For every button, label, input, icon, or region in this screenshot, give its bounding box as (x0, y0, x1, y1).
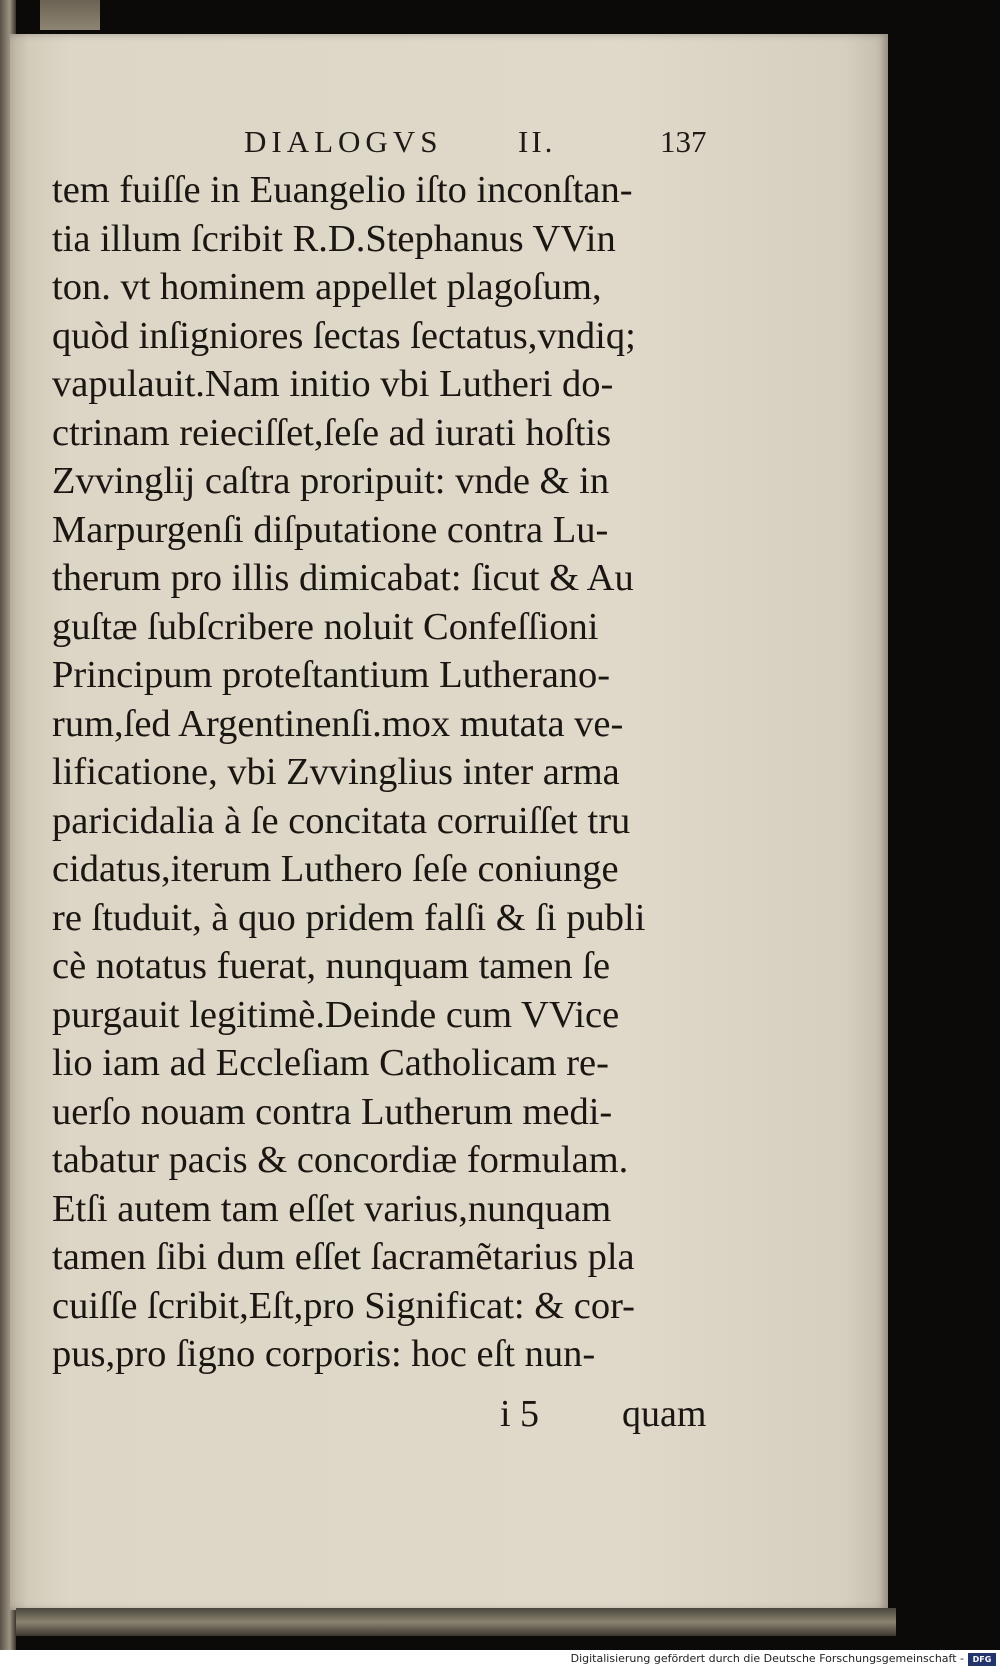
text-line: tabatur pacis & concordiæ formulam. (52, 1139, 629, 1181)
body-text (52, 166, 762, 1379)
text-line: Zvvinglij caſtra proripuit: vnde & in (52, 460, 610, 502)
text-line: purgauit legitimè.Deinde cum VVice (52, 993, 620, 1036)
digitization-footer (0, 1650, 1000, 1670)
page-corner-tab (40, 0, 100, 30)
text-line: Principum proteſtantium Lutherano- (52, 654, 611, 696)
text-line: paricidalia à ſe concitata corruiſſet tru (52, 799, 631, 842)
dialogue-number: II. (518, 124, 556, 159)
text-line: quòd inſigniores ſectas ſectatus,vndiq; (52, 314, 636, 357)
direction-line (0, 1392, 1000, 1440)
text-line: uerſo nouam contra Lutherum medi- (52, 1090, 613, 1133)
text-line: lificatione, vbi Zvvinglius inter arma (52, 751, 620, 793)
text-line: Marpurgenſi diſputatione contra Lu- (52, 508, 609, 551)
page-header (0, 124, 1000, 164)
text-line: ctrinam reieciſſet,ſeſe ad iurati hoſtis (52, 411, 612, 454)
text-line: re ſtuduit, à quo pridem falſi & ſi publi (52, 896, 646, 939)
text-line: lio iam ad Eccleſiam Catholicam re- (52, 1042, 609, 1084)
text-line: therum pro illis dimicabat: ſicut & Au (52, 557, 634, 599)
dfg-logo: DFG (968, 1653, 996, 1666)
text-line: pus,pro ſigno corporis: hoc eſt nun- (52, 1333, 596, 1375)
text-line: vapulauit.Nam initio vbi Lutheri do- (52, 363, 614, 405)
running-title: DIALOGVS (244, 124, 443, 159)
funding-credit: Digitalisierung gefördert durch die Deutsche Forschungsgemeinschaft - (570, 1652, 964, 1665)
text-line: tem fuiſſe in Euangelio iſto inconſtan- (52, 169, 633, 211)
catchword: quam (622, 1393, 707, 1435)
text-line: tia illum ſcribit R.D.Stephanus VVin (52, 217, 616, 260)
text-line: ton. vt hominem appellet plagoſum, (52, 266, 602, 308)
lower-page-edge (16, 1608, 896, 1636)
text-line: cuiſſe ſcribit,Eſt,pro Significat: & cor- (52, 1284, 635, 1327)
text-line: guſtæ ſubſcribere noluit Confeſſioni (52, 605, 599, 648)
text-line: cè notatus fuerat, nunquam tamen ſe (52, 945, 611, 987)
text-line: rum,ſed Argentinenſi.mox mutata ve- (52, 702, 624, 745)
text-line: tamen ſibi dum eſſet ſacramẽtarius pla (52, 1236, 635, 1278)
text-line: Etſi autem tam eſſet varius,nunquam (52, 1187, 612, 1230)
signature-mark: i 5 (500, 1393, 540, 1435)
text-line: cidatus,iterum Luthero ſeſe coniunge (52, 848, 619, 890)
page-number: 137 (660, 124, 707, 159)
